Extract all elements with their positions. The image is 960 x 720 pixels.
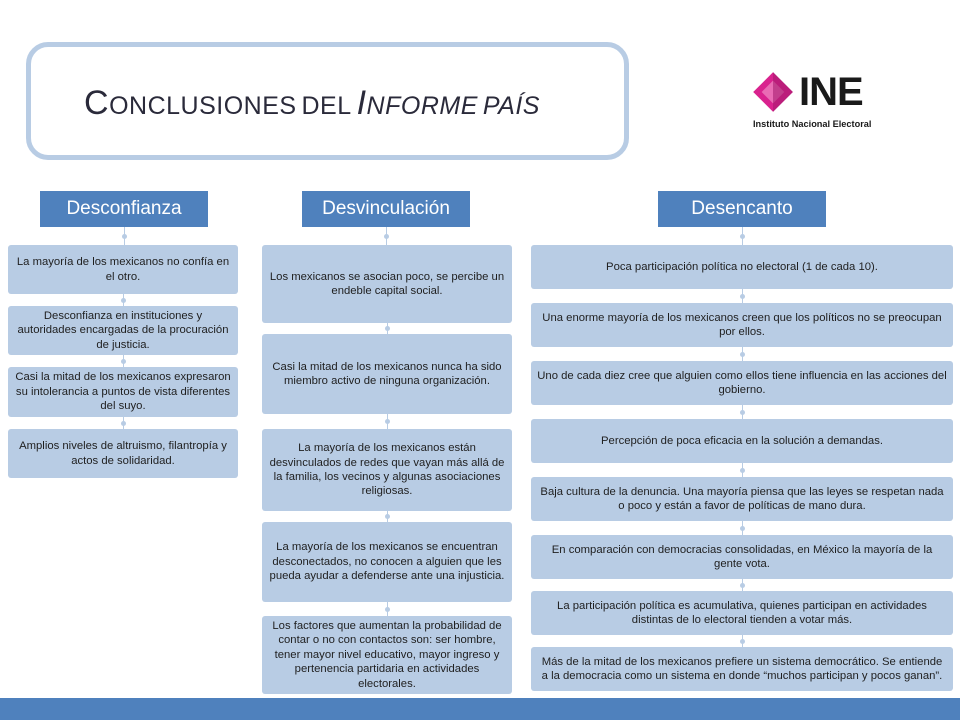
connector-1-2-dot bbox=[121, 298, 126, 303]
connector-3-1-dot bbox=[740, 234, 745, 239]
finding-card: Los factores que aumentan la probabilidad de contar o no con contactos son: ser hombre, tener mayor nivel educativo, mayor ingreso y pertenencia partidaria en actividades electorales. bbox=[262, 616, 512, 694]
connector-3-4-dot bbox=[740, 410, 745, 415]
column-header-3: Desencanto bbox=[658, 191, 826, 227]
connector-3-7-dot bbox=[740, 583, 745, 588]
finding-card: La mayoría de los mexicanos están desvinculados de redes que vayan más allá de la familia, los vecinos y algunas asociaciones religiosas. bbox=[262, 429, 512, 511]
finding-card: Poca participación política no electoral (1 de cada 10). bbox=[531, 245, 953, 289]
connector-2-2-dot bbox=[385, 326, 390, 331]
finding-card: Casi la mitad de los mexicanos nunca ha sido miembro activo de ninguna organización. bbox=[262, 334, 512, 414]
page-title bbox=[84, 84, 540, 123]
connector-2-3-dot bbox=[385, 419, 390, 424]
ine-logo bbox=[753, 70, 905, 134]
finding-card: Más de la mitad de los mexicanos prefiere un sistema democrático. Se entiende a la democracia como un sistema en donde “muchos participan y pocos ganan”. bbox=[531, 647, 953, 691]
title-initial-c: C bbox=[84, 84, 110, 122]
finding-card: Casi la mitad de los mexicanos expresaron su intolerancia a puntos de vista diferentes del suyo. bbox=[8, 367, 238, 417]
finding-card: Desconfianza en instituciones y autoridades encargadas de la procuración de justicia. bbox=[8, 306, 238, 355]
connector-3-2-dot bbox=[740, 294, 745, 299]
finding-card: En comparación con democracias consolidadas, en México la mayoría de la gente vota. bbox=[531, 535, 953, 579]
finding-card: Los mexicanos se asocian poco, se percibe un endeble capital social. bbox=[262, 245, 512, 323]
connector-3-3-dot bbox=[740, 352, 745, 357]
footer-bar bbox=[0, 698, 960, 720]
finding-card: Una enorme mayoría de los mexicanos creen que los políticos no se preocupan por ellos. bbox=[531, 303, 953, 347]
connector-2-1-dot bbox=[384, 234, 389, 239]
connector-1-1-dot bbox=[122, 234, 127, 239]
finding-card: Uno de cada diez cree que alguien como ellos tiene influencia en las acciones del gobierno. bbox=[531, 361, 953, 405]
finding-card: Baja cultura de la denuncia. Una mayoría piensa que las leyes se respetan nada o poco y están a favor de políticas de mano dura. bbox=[531, 477, 953, 521]
connector-1-3-dot bbox=[121, 359, 126, 364]
connector-3-5-dot bbox=[740, 468, 745, 473]
title-word-pais: PAÍS bbox=[482, 92, 540, 120]
finding-card: Amplios niveles de altruismo, filantropía y actos de solidaridad. bbox=[8, 429, 238, 478]
connector-2-4-dot bbox=[385, 514, 390, 519]
logo-word: INE bbox=[799, 70, 863, 114]
column-header-1: Desconfianza bbox=[40, 191, 208, 227]
ine-emblem-icon bbox=[753, 72, 799, 118]
title-word-del: DEL bbox=[301, 92, 352, 120]
connector-3-8-dot bbox=[740, 639, 745, 644]
connector-2-5-dot bbox=[385, 607, 390, 612]
connector-3-6-dot bbox=[740, 526, 745, 531]
finding-card: Percepción de poca eficacia en la solución a demandas. bbox=[531, 419, 953, 463]
finding-card: La participación política es acumulativa, quienes participan en actividades distintas de lo electoral tienden a votar más. bbox=[531, 591, 953, 635]
title-word-informe: NFORME bbox=[366, 92, 478, 120]
connector-1-4-dot bbox=[121, 421, 126, 426]
title-initial-i: I bbox=[356, 84, 367, 122]
logo-subtitle: Instituto Nacional Electoral bbox=[753, 119, 872, 129]
finding-card: La mayoría de los mexicanos no confía en el otro. bbox=[8, 245, 238, 294]
title-word-conclusiones: ONCLUSIONES bbox=[109, 92, 297, 120]
column-header-2: Desvinculación bbox=[302, 191, 470, 227]
finding-card: La mayoría de los mexicanos se encuentran desconectados, no conocen a alguien que les pueda ayudar a defenderse ante una injusticia. bbox=[262, 522, 512, 602]
